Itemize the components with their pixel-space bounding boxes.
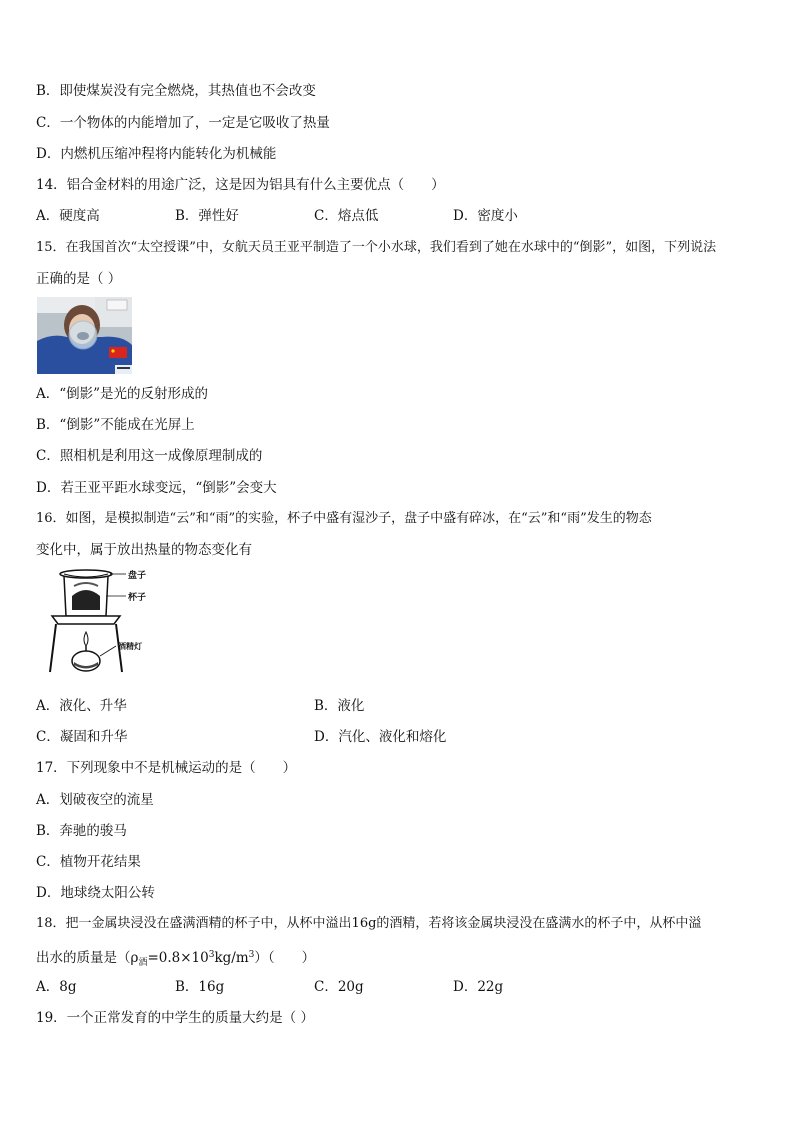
q16-stem-line2: 变化中，属于放出热量的物态变化有 (36, 542, 252, 558)
astronaut-water-ball-photo (37, 297, 132, 374)
q19-stem: 19．一个正常发育的中学生的质量大约是（ ） (36, 1010, 314, 1026)
q14-stem: 14．铝合金材料的用途广泛，这是因为铝具有什么主要优点（ ） (36, 177, 445, 193)
q14-option-d: D．密度小 (453, 208, 518, 224)
lamp-label: 酒精灯 (118, 642, 142, 651)
q15-option-b: B．“倒影”不能成在光屏上 (36, 417, 195, 433)
cloud-rain-experiment-figure (44, 566, 164, 676)
cup-label: 杯子 (128, 593, 147, 603)
q16-option-b: B．液化 (314, 698, 365, 714)
q13-option-b: B．即使煤炭没有完全燃烧，其热值也不会改变 (36, 83, 316, 99)
q16-option-a: A．液化、升华 (36, 698, 127, 714)
q18-option-c: C．20g (314, 979, 364, 995)
q18-stem-line1: 18．把一金属块浸没在盛满酒精的杯子中，从杯中溢出16g的酒精，若将该金属块浸没在盛满水的杯子中，从杯中溢 (36, 916, 702, 931)
q17-option-a: A．划破夜空的流星 (36, 792, 154, 808)
q16-option-d: D．汽化、液化和熔化 (314, 729, 447, 745)
plate-label: 盘子 (128, 571, 147, 581)
q18-stem-line2: 出水的质量是$(\rho_酒=0.8\times 10^3kg/m^3)$（ ） (36, 950, 316, 968)
q17-option-d: D．地球绕太阳公转 (36, 885, 155, 901)
q16-option-c: C．凝固和升华 (36, 729, 128, 745)
q17-option-b: B．奔驰的骏马 (36, 823, 127, 839)
q15-option-d: D．若王亚平距水球变远，“倒影”会变大 (36, 480, 277, 496)
q18-option-b: B．16g (175, 979, 225, 995)
q18-option-a: A．8g (36, 979, 77, 995)
q13-option-d: D．内燃机压缩冲程将内能转化为机械能 (36, 146, 277, 162)
q15-option-a: A．“倒影”是光的反射形成的 (36, 386, 209, 402)
q14-option-a: A．硬度高 (36, 208, 100, 224)
q18-option-d: D．22g (453, 979, 504, 995)
q17-stem: 17．下列现象中不是机械运动的是（ ） (36, 760, 297, 776)
q15-option-c: C．照相机是利用这一成像原理制成的 (36, 448, 263, 464)
q14-option-c: C．熔点低 (314, 208, 379, 224)
q15-stem-line1: 15．在我国首次“太空授课”中，女航天员王亚平制造了一个小水球，我们看到了她在水球中的“倒影”，如图，下列说法 (36, 240, 717, 255)
q14-option-b: B．弹性好 (175, 208, 239, 224)
q15-stem-line2: 正确的是（ ） (36, 271, 122, 287)
q16-stem-line1: 16．如图，是模拟制造“云”和“雨”的实验，杯子中盛有湿沙子，盘子中盛有碎冰，在“云”和“雨”发生的物态 (36, 511, 652, 526)
q13-option-c: C．一个物体的内能增加了，一定是它吸收了热量 (36, 115, 330, 131)
q17-option-c: C．植物开花结果 (36, 854, 141, 870)
